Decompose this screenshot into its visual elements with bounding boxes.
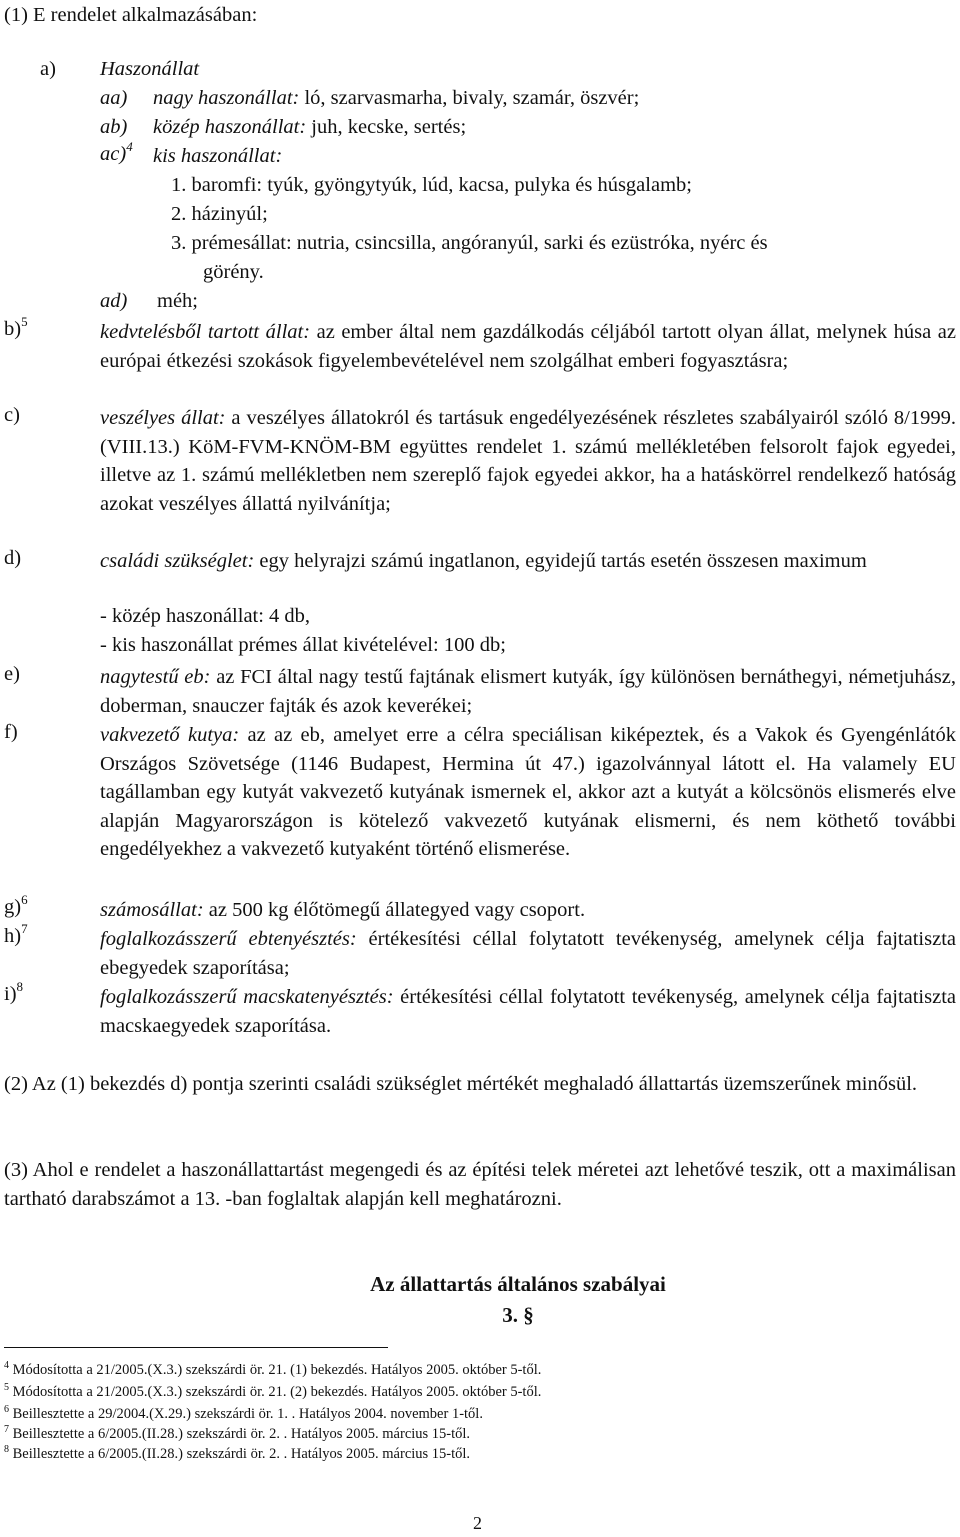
item-c-label: c) <box>4 404 20 426</box>
item-d-list-1: - közép haszonállat: 4 db, <box>100 605 311 627</box>
ac-list-item-2: 2. házinyúl; <box>171 203 268 225</box>
item-f-body <box>100 721 956 864</box>
item-h-label-text: h) <box>4 925 22 947</box>
item-ab-term: közép haszonállat: <box>153 116 307 138</box>
section-number: 3. § <box>502 1303 534 1327</box>
footnote-5-text: Módosította a 21/2005.(X.3.) szekszárdi ör. 21. (2) bekezdés. Hatályos 2005. október 5-től. <box>9 1384 542 1400</box>
item-b-term: kedvtelésből tartott állat: <box>100 321 311 343</box>
footnote-ref-7: 7 <box>21 921 28 936</box>
item-d-body <box>100 547 956 576</box>
footnote-4 <box>4 1362 541 1379</box>
item-aa-text: ló, szarvasmarha, bivaly, szamár, öszvér; <box>299 87 640 109</box>
footnote-8 <box>4 1446 470 1463</box>
item-a-title: Haszonállat <box>100 58 200 80</box>
item-h-term: foglalkozásszerű ebtenyésztés: <box>100 928 357 950</box>
item-g-text: az 500 kg élőtömegű állategyed vagy csoport. <box>203 899 586 921</box>
item-a-label: a) <box>40 58 56 80</box>
item-i-body <box>100 983 956 1040</box>
item-i-text: értékesítési céllal folytatott tevékenység, amelynek célja fajtatiszta macskaegyedek szaporítása. <box>100 986 957 1037</box>
footnote-8-num: 8 <box>4 1444 9 1455</box>
section-heading: Az állattartás általános szabályai <box>370 1272 666 1296</box>
item-ac-label-text: ac) <box>100 143 127 165</box>
page-number: 2 <box>473 1513 482 1533</box>
item-ab <box>153 116 466 139</box>
footnote-separator <box>4 1347 388 1348</box>
item-f-label: f) <box>4 721 18 743</box>
item-e-text: az FCI által nagy testű fajtának elismert kutyák, így különösen bernáthegyi, németjuhász, doberman, snauczer fajták és azok keverékei; <box>100 666 956 717</box>
item-aa <box>153 87 639 110</box>
paragraph-2: (2) Az (1) bekezdés d) pontja szerinti családi szükséglet mértékét meghaladó állattartás üzemszerűnek minősül. <box>4 1073 918 1095</box>
footnote-ref-4: 4 <box>126 139 133 154</box>
footnote-6-text: Beillesztette a 29/2004.(X.29.) szekszárdi ör. 1. . Hatályos 2004. november 1-től. <box>9 1406 483 1422</box>
item-h-body <box>100 925 956 982</box>
item-d-list-2: - kis haszonállat prémes állat kivételével: 100 db; <box>100 634 506 656</box>
item-d-term: családi szükséglet: <box>100 550 255 572</box>
footnote-ref-5: 5 <box>21 314 28 329</box>
item-c-body <box>100 404 956 518</box>
item-b-label-text: b) <box>4 318 22 340</box>
footnote-4-num: 4 <box>4 1360 9 1371</box>
item-b-label <box>4 314 28 341</box>
footnote-6-num: 6 <box>4 1404 9 1415</box>
item-f-term: vakvezető kutya: <box>100 724 240 746</box>
item-ab-label: ab) <box>100 116 128 138</box>
item-ac-label <box>100 139 133 166</box>
footnote-5 <box>4 1384 541 1401</box>
ac-list-item-1: 1. baromfi: tyúk, gyöngytyúk, lúd, kacsa, pulyka és húsgalamb; <box>171 174 692 196</box>
item-b-body <box>100 318 956 375</box>
footnote-8-text: Beillesztette a 6/2005.(II.28.) szekszárdi ör. 2. . Hatályos 2005. március 15-től. <box>9 1446 471 1462</box>
item-g-label <box>4 892 28 919</box>
item-h-label <box>4 921 28 948</box>
item-g-label-text: g) <box>4 896 22 918</box>
intro-line: (1) E rendelet alkalmazásában: <box>4 4 258 26</box>
item-e-body <box>100 663 956 720</box>
item-ab-text: juh, kecske, sertés; <box>306 116 467 138</box>
paragraph-3: (3) Ahol e rendelet a haszonállattartást megengedi és az építési telek méretei azt lehetővé teszik, ott a maximálisan tartható darabszámot a 13. -ban foglaltak alapján kell meghatározni. <box>4 1159 956 1210</box>
item-aa-label: aa) <box>100 87 128 109</box>
item-ad-label: ad) <box>100 290 128 312</box>
footnote-ref-6: 6 <box>21 892 28 907</box>
footnote-ref-8: 8 <box>16 979 24 994</box>
footnote-7-num: 7 <box>4 1424 9 1435</box>
item-ac-term: kis haszonállat: <box>153 145 283 167</box>
item-i-label <box>4 979 24 1006</box>
footnote-5-num: 5 <box>4 1382 9 1393</box>
item-e-term: nagytestű eb: <box>100 666 211 688</box>
footnote-4-text: Módosította a 21/2005.(X.3.) szekszárdi ör. 21. (1) bekezdés. Hatályos 2005. október 5-től. <box>9 1362 542 1378</box>
item-i-label-text: i) <box>4 983 17 1005</box>
item-g-term: számosállat: <box>100 899 204 921</box>
item-i-term: foglalkozásszerű macskatenyésztés: <box>100 986 394 1008</box>
item-c-text: a veszélyes állatokról és tartásuk engedélyezésének részletes szabályairól szóló 8/1999.(VIII.13.) KöM-FVM-KNÖM-BM együttes rendelet 1. számú mellékletében felsorolt fajok egyedei, illetve az 1. számú mellékletben nem szereplő fajok egyedei akkor, ha a hatáskörrel rendelkező hatóság azokat veszélyes állattá nyilvánítja; <box>100 407 956 515</box>
item-aa-term: nagy haszonállat: <box>153 87 300 109</box>
item-f-text: az az eb, amelyet erre a célra speciálisan kiképeztek, és a Vakok és Gyengénlátók Országos Szövetsége (1146 Budapest, Hermina út 47.) igazolvánnyal látott el. Ha valamely EU tagállamban egy kutyát vakvezető kutyának ismernek el, akkor azt a kutyát a kölcsönös elismerés elve alapján Magyarországon is kötelező vakvezető kutyának elismerni, és nem köthető további engedélyekhez a vakvezető kutyaként történő elismerése. <box>100 724 956 860</box>
item-h-text: értékesítési céllal folytatott tevékenység, amelynek célja fajtatiszta ebegyedek szaporítása; <box>100 928 956 979</box>
item-d-label: d) <box>4 547 22 569</box>
footnote-7 <box>4 1426 470 1443</box>
ac-list-item-3-cont: görény. <box>203 261 264 283</box>
item-g-body <box>100 896 956 925</box>
item-b-text: az ember által nem gazdálkodás céljából tartott olyan állat, melynek húsa az európai étkezési szokások figyelembevételével nem szolgálhat emberi fogyasztásra; <box>100 321 956 372</box>
item-e-label: e) <box>4 663 20 685</box>
item-d-text: egy helyrajzi számú ingatlanon, egyidejű tartás esetén összesen maximum <box>254 550 867 572</box>
ac-list-item-3: 3. prémesállat: nutria, csincsilla, angóranyúl, sarki és ezüstróka, nyérc és <box>171 232 768 254</box>
item-ad-text: méh; <box>157 290 198 312</box>
footnote-7-text: Beillesztette a 6/2005.(II.28.) szekszárdi ör. 2. . Hatályos 2005. március 15-től. <box>9 1426 471 1442</box>
item-c-term: veszélyes állat: <box>100 407 226 429</box>
footnote-6 <box>4 1406 483 1423</box>
